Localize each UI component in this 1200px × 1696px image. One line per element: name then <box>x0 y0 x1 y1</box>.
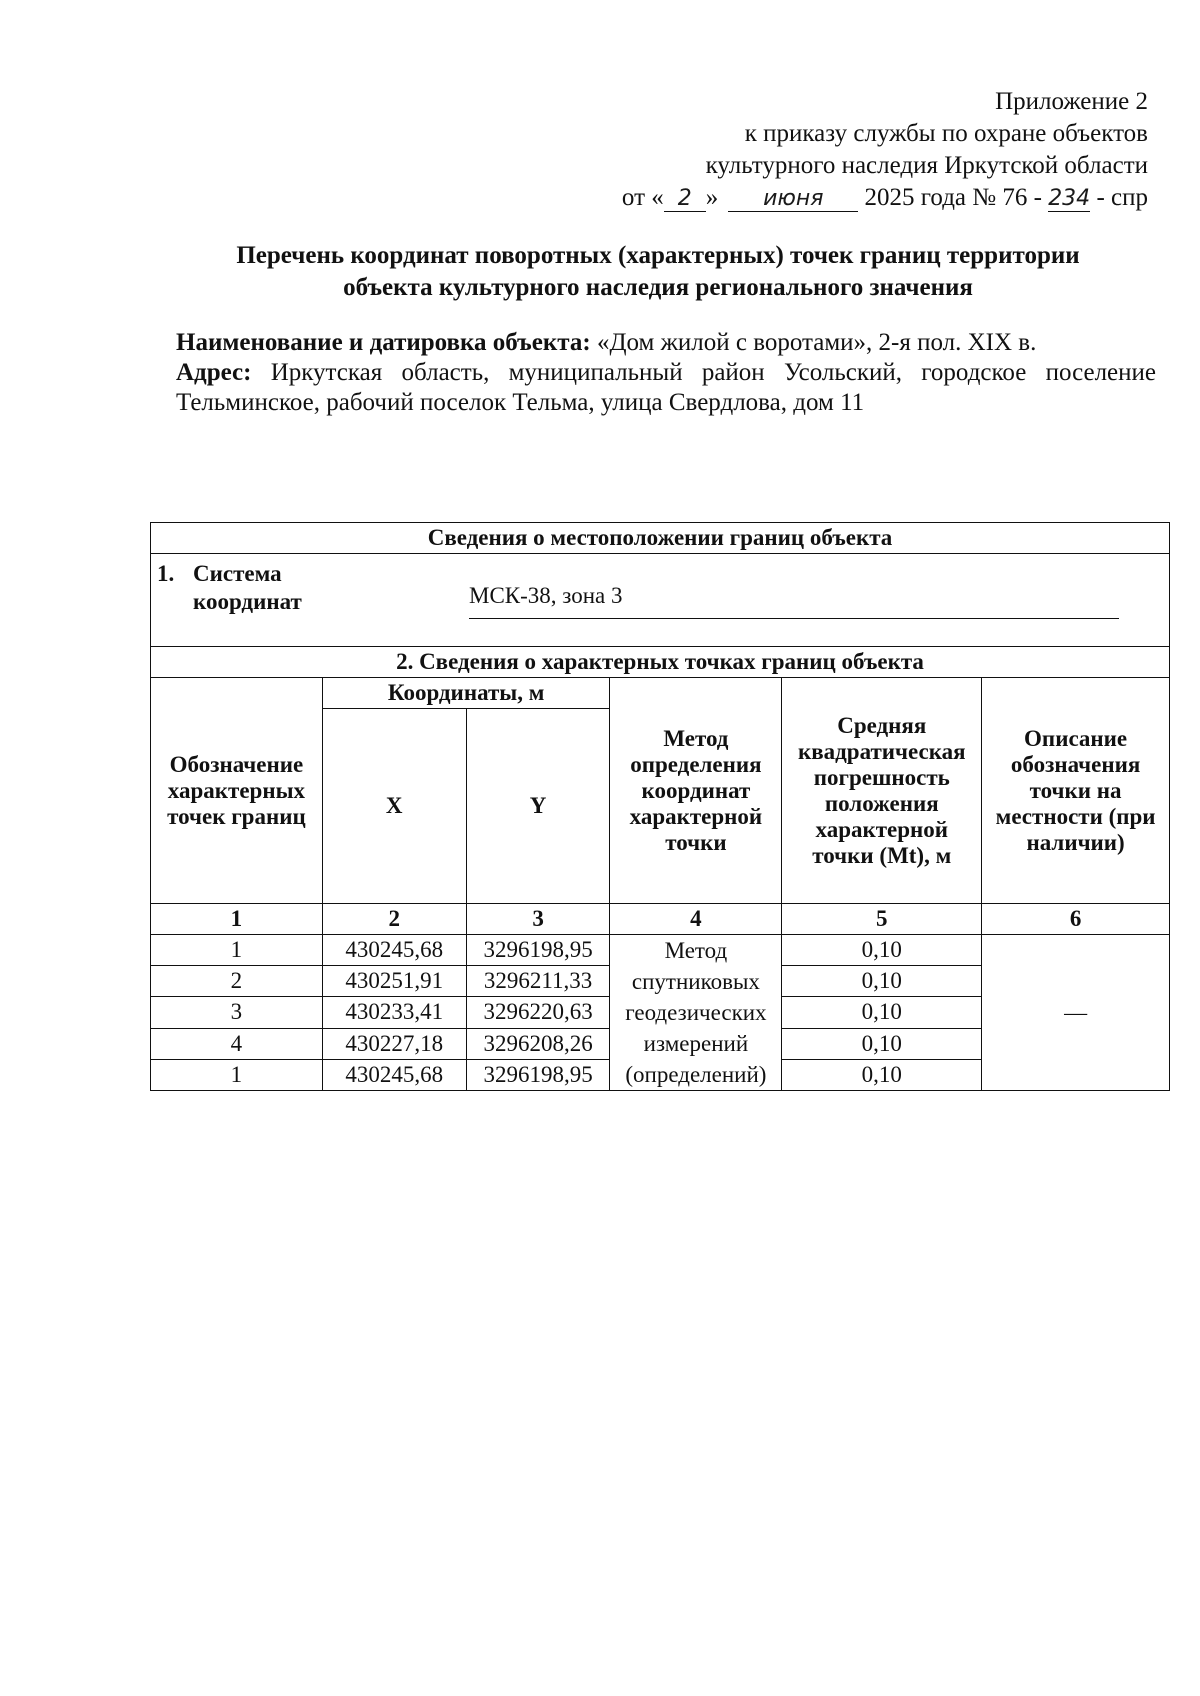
header-method: Метод определения координат характерной точки <box>610 678 782 904</box>
header-description: Описание обозначения точки на местности (при наличии) <box>982 678 1170 904</box>
header-designation: Обозначение характерных точек границ <box>151 678 323 904</box>
point-id: 3 <box>151 997 323 1028</box>
error-mt: 0,10 <box>782 935 982 966</box>
point-id: 1 <box>151 935 323 966</box>
date-suffix: - спр <box>1096 184 1148 211</box>
method-value: Метод спутниковых геодезических измерений (определений) <box>610 935 782 1091</box>
error-mt: 0,10 <box>782 1028 982 1059</box>
title-line-2: объекта культурного наследия регионального значения <box>343 274 973 301</box>
object-info <box>176 328 1156 418</box>
coordinates-table <box>150 522 1170 1091</box>
date-mid: » <box>705 184 719 211</box>
header-y: Y <box>466 709 610 904</box>
error-mt: 0,10 <box>782 1059 982 1090</box>
handwritten-month: июня <box>728 187 858 212</box>
object-name-value: «Дом жилой с воротами», 2-я пол. XIX в. <box>596 329 1037 356</box>
object-address-line <box>176 358 1156 418</box>
appendix-header <box>622 86 1148 214</box>
point-id: 4 <box>151 1028 323 1059</box>
header-error: Средняя квадратическая погрешность положения характерной точки (Mt), м <box>782 678 982 904</box>
coordinate-system-label-1: Система <box>193 561 282 586</box>
appendix-date-line <box>622 182 1148 214</box>
point-id: 1 <box>151 1059 323 1090</box>
appendix-agency: культурного наследия Иркутской области <box>705 152 1148 179</box>
column-number: 6 <box>982 904 1170 935</box>
column-number: 1 <box>151 904 323 935</box>
coordinate-system-value: МСК-38, зона 3 <box>469 580 1119 619</box>
document-title <box>160 240 1156 304</box>
error-mt: 0,10 <box>782 997 982 1028</box>
coord-x: 430245,68 <box>322 935 466 966</box>
coord-x: 430251,91 <box>322 966 466 997</box>
section-1-title: Сведения о местоположении границ объекта <box>151 523 1170 554</box>
coord-y: 3296220,63 <box>466 997 610 1028</box>
column-number-row <box>151 904 1170 935</box>
coord-y: 3296198,95 <box>466 935 610 966</box>
title-line-1: Перечень координат поворотных (характерных) точек границ территории <box>236 242 1080 269</box>
coord-y: 3296211,33 <box>466 966 610 997</box>
coordinate-system-label-2: координат <box>193 589 302 614</box>
object-address-label: Адрес: <box>176 359 252 386</box>
object-name-label: Наименование и датировка объекта: <box>176 329 591 356</box>
error-mt: 0,10 <box>782 966 982 997</box>
column-number: 4 <box>610 904 782 935</box>
coord-x: 430227,18 <box>322 1028 466 1059</box>
column-number: 3 <box>466 904 610 935</box>
description-value: — <box>982 935 1170 1091</box>
object-name-line <box>176 328 1156 358</box>
date-prefix: от « <box>621 184 664 211</box>
header-x: X <box>322 709 466 904</box>
handwritten-day: 2 <box>664 187 706 212</box>
date-year: 2025 года № 76 - <box>864 184 1042 211</box>
coordinate-system-label <box>157 560 302 616</box>
coord-y: 3296198,95 <box>466 1059 610 1090</box>
coord-x: 430233,41 <box>322 997 466 1028</box>
appendix-order-ref: к приказу службы по охране объектов <box>744 120 1148 147</box>
column-number: 2 <box>322 904 466 935</box>
column-number: 5 <box>782 904 982 935</box>
coordinate-system-number: 1. <box>157 561 175 586</box>
coord-x: 430245,68 <box>322 1059 466 1090</box>
coordinate-system-cell <box>151 554 1170 647</box>
coord-y: 3296208,26 <box>466 1028 610 1059</box>
table-row <box>151 935 1170 966</box>
object-address-value: Иркутская область, муниципальный район Усольский, городское поселение Тельминское, рабочий поселок Тельма, улица Свердлова, дом 11 <box>176 359 1156 416</box>
appendix-title: Приложение 2 <box>995 88 1148 115</box>
handwritten-order-number: 234 <box>1048 186 1091 211</box>
header-coordinates: Координаты, м <box>322 678 610 709</box>
point-id: 2 <box>151 966 323 997</box>
section-2-title: 2. Сведения о характерных точках границ объекта <box>151 647 1170 678</box>
